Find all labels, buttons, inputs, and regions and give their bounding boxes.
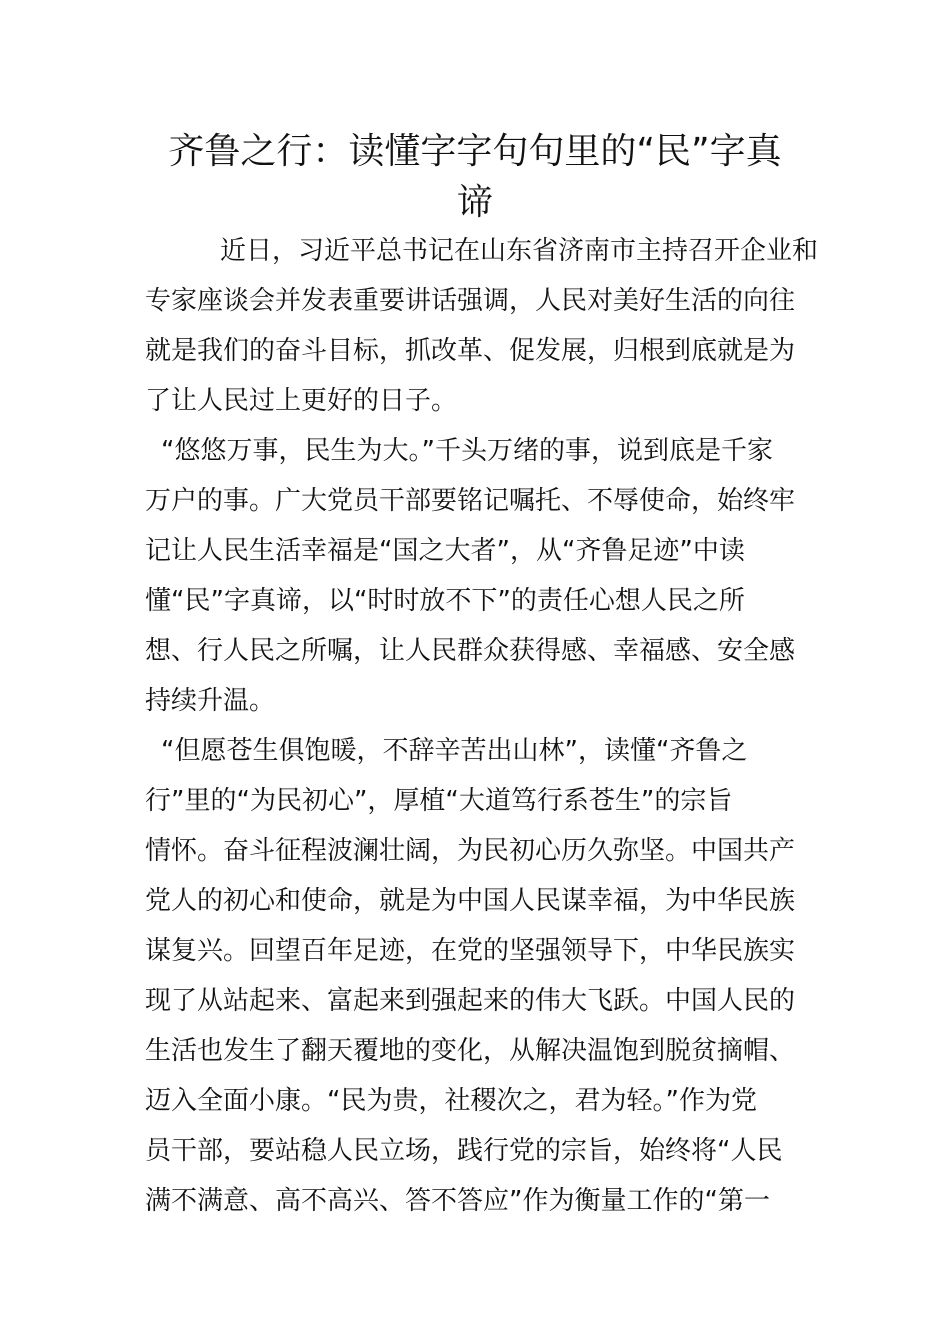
- text-line: 懂“民”字真谛，以“时时放不下”的责任心想人民之所: [145, 586, 745, 616]
- document-body: [145, 226, 819, 1226]
- title-line: 谛: [456, 182, 493, 223]
- title-line: 齐鲁之行：读懂字字句句里的“民”字真: [168, 131, 782, 172]
- text-line: 现了从站起来、富起来到强起来的伟大飞跃。中国人民的: [145, 986, 796, 1016]
- text-line: 生活也发生了翻天覆地的变化，从解决温饱到脱贫摘帽、: [145, 1036, 796, 1066]
- text-line: 近日，习近平总书记在山东省济南市主持召开企业和: [220, 236, 819, 266]
- text-line: 满不满意、高不高兴、答不答应”作为衡量工作的“第一: [145, 1186, 770, 1216]
- text-line: 就是我们的奋斗目标，抓改革、促发展，归根到底就是为: [145, 336, 796, 366]
- text-line: 万户的事。广大党员干部要铭记嘱托、不辱使命，始终牢: [145, 486, 796, 516]
- text-line: 党人的初心和使命，就是为中国人民谋幸福，为中华民族: [145, 886, 796, 916]
- text-line: 情怀。奋斗征程波澜壮阔，为民初心历久弥坚。中国共产: [145, 836, 796, 866]
- text-line: 谋复兴。回望百年足迹，在党的坚强领导下，中华民族实: [145, 936, 796, 966]
- text-line: 专家座谈会并发表重要讲话强调，人民对美好生活的向往: [145, 286, 796, 316]
- text-line: 想、行人民之所嘱，让人民群众获得感、幸福感、安全感: [145, 636, 796, 666]
- document-title: [145, 126, 805, 228]
- text-line: 持续升温。: [145, 686, 276, 716]
- text-line: 迈入全面小康。“民为贵，社稷次之，君为轻。”作为党: [145, 1086, 757, 1116]
- text-line: “但愿苍生俱饱暖，不辞辛苦出山林”，读懂“齐鲁之: [161, 736, 748, 766]
- text-line: 员干部，要站稳人民立场，践行党的宗旨，始终将“人民: [145, 1136, 783, 1166]
- text-line: 了让人民过上更好的日子。: [145, 386, 458, 416]
- text-line: “悠悠万事，民生为大。”千头万绪的事，说到底是千家: [161, 436, 773, 466]
- paragraph-2: [145, 426, 805, 726]
- paragraph-1: [145, 226, 819, 426]
- paragraph-3: [145, 726, 805, 1226]
- text-line: 记让人民生活幸福是“国之大者”，从“齐鲁足迹”中读: [145, 536, 745, 566]
- text-line: 行”里的“为民初心”，厚植“大道笃行系苍生”的宗旨: [145, 786, 733, 816]
